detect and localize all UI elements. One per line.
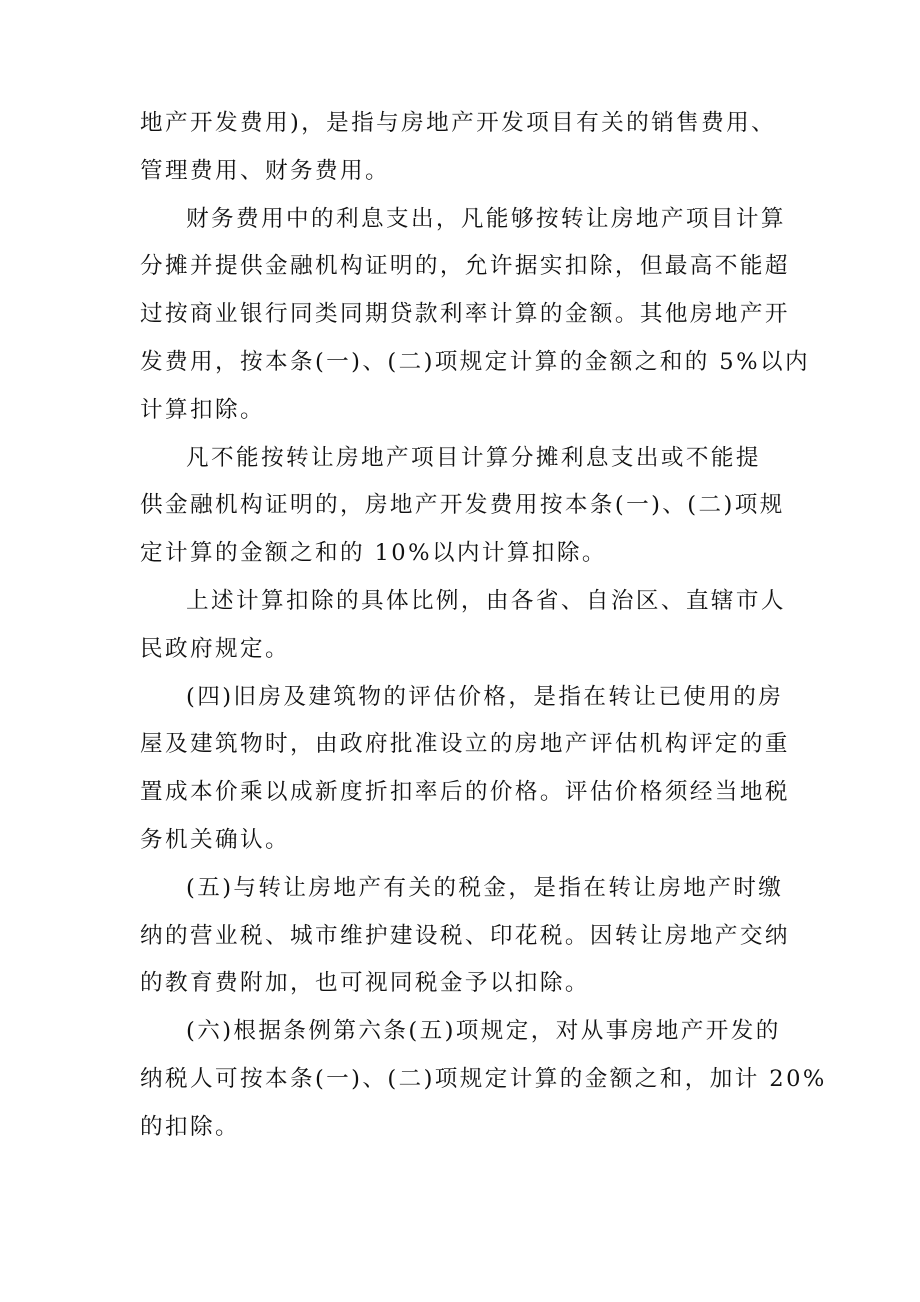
paragraph-item-six-additional-deduction (140, 1008, 827, 1151)
text-line: 置成本价乘以成新度折扣率后的价格。评估价格须经当地税 (140, 779, 790, 806)
text-line: 地产开发费用)，是指与房地产开发项目有关的销售费用、 (140, 110, 777, 136)
paragraph-development-expenses-definition (140, 100, 784, 196)
paragraph-item-five-taxes (140, 865, 790, 1008)
text-line: 纳的营业税、城市维护建设税、印花税。因转让房地产交纳 (140, 922, 790, 949)
text-line: 民政府规定。 (140, 635, 290, 662)
text-line: 管理费用、财务费用。 (140, 157, 390, 184)
text-line: 务机关确认。 (140, 826, 290, 853)
text-line: 分摊并提供金融机构证明的，允许据实扣除，但最高不能超 (140, 253, 790, 280)
text-line: 过按商业银行同类同期贷款利率计算的金额。其他房地产开 (140, 301, 790, 328)
text-line: 发费用，按本条(一)、(二)项规定计算的金额之和的 5%以内 (140, 348, 810, 375)
text-line: 纳税人可按本条(一)、(二)项规定计算的金额之和，加计 20% (140, 1065, 827, 1092)
paragraph-item-four-appraisal (140, 674, 790, 865)
text-line: 计算扣除。 (140, 396, 265, 423)
paragraph-no-allocation-deduction (140, 435, 784, 578)
text-line: 财务费用中的利息支出，凡能够按转让房地产项目计算 (186, 205, 786, 232)
text-line: (四)旧房及建筑物的评估价格，是指在转让已使用的房 (186, 683, 784, 710)
text-line: 的教育费附加，也可视同税金予以扣除。 (140, 970, 590, 997)
text-line: 屋及建筑物时，由政府批准设立的房地产评估机构评定的重 (140, 731, 790, 758)
paragraph-deduction-ratio (140, 578, 784, 674)
text-line: (五)与转让房地产有关的税金，是指在转让房地产时缴 (186, 874, 784, 901)
text-line: (六)根据条例第六条(五)项规定，对从事房地产开发的 (186, 1018, 781, 1045)
text-line: 定计算的金额之和的 10%以内计算扣除。 (140, 540, 607, 567)
text-line: 供金融机构证明的，房地产开发费用按本条(一)、(二)项规 (140, 492, 785, 519)
paragraph-interest-expense (140, 196, 810, 435)
document-body (140, 100, 827, 1152)
text-line: 凡不能按转让房地产项目计算分摊利息支出或不能提 (186, 444, 761, 471)
text-line: 的扣除。 (140, 1113, 240, 1140)
text-line: 上述计算扣除的具体比例，由各省、自治区、直辖市人 (186, 587, 786, 614)
